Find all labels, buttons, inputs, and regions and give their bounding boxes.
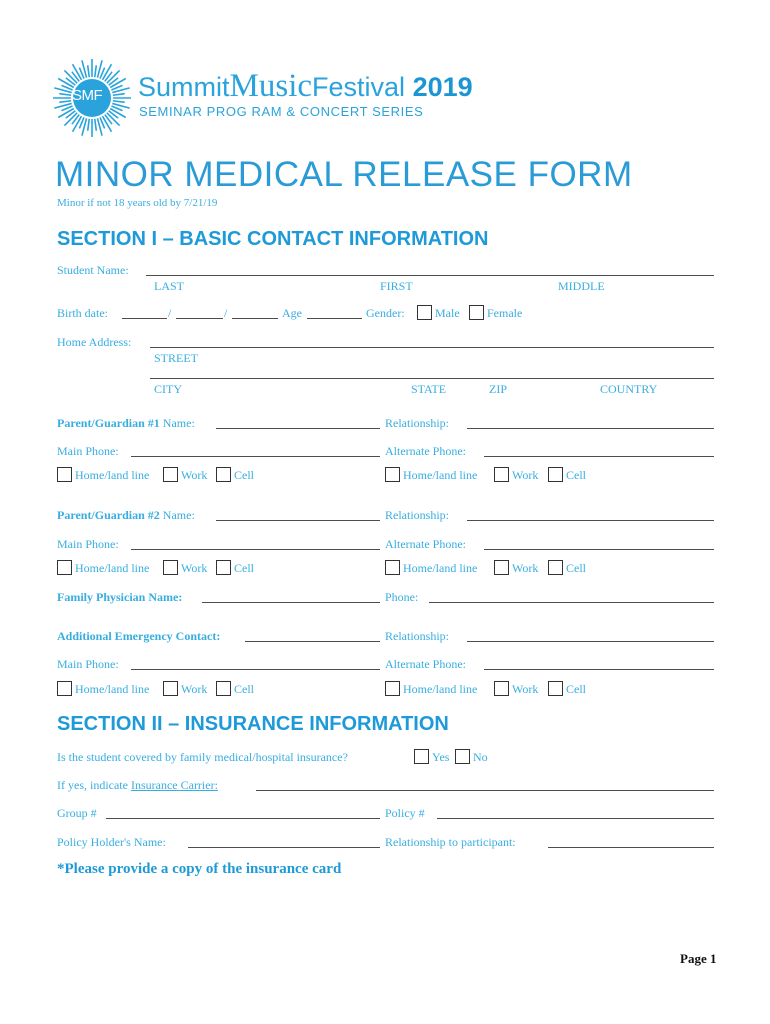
emergency-relationship-label: Relationship: xyxy=(385,629,449,643)
cell-label: Cell xyxy=(566,682,586,696)
home-landline-checkbox[interactable] xyxy=(57,681,72,696)
home-landline-label: Home/land line xyxy=(403,561,478,575)
gender-male-label: Male xyxy=(435,306,460,320)
guardian-2-name-field[interactable] xyxy=(216,520,380,521)
logo-word-festival: Festival xyxy=(312,72,406,102)
logo-tagline: SEMINAR PROG RAM & CONCERT SERIES xyxy=(139,104,424,119)
home-landline-checkbox[interactable] xyxy=(385,467,400,482)
emergency-alt-phone-label: Alternate Phone: xyxy=(385,657,466,671)
insurance-carrier-label xyxy=(57,778,218,793)
work-label: Work xyxy=(181,468,208,482)
country-caption: COUNTRY xyxy=(600,382,658,396)
section-2-heading: SECTION II – INSURANCE INFORMATION xyxy=(57,713,449,735)
insurance-no-checkbox[interactable] xyxy=(455,749,470,764)
insurance-yes-label: Yes xyxy=(432,750,450,764)
street-field[interactable] xyxy=(150,347,714,348)
physician-phone-label: Phone: xyxy=(385,590,419,604)
logo-ray xyxy=(88,65,90,77)
emergency-alt-phone-field[interactable] xyxy=(484,669,714,670)
city-caption: CITY xyxy=(154,382,182,396)
home-landline-label: Home/land line xyxy=(403,682,478,696)
guardian-1-relationship-field[interactable] xyxy=(467,428,714,429)
work-label: Work xyxy=(181,561,208,575)
relationship-to-participant-field[interactable] xyxy=(548,847,714,848)
logo-initials: SMF xyxy=(72,87,103,104)
student-name-field[interactable] xyxy=(146,275,714,276)
logo-ray xyxy=(113,101,125,103)
insurance-card-note: *Please provide a copy of the insurance card xyxy=(57,861,342,877)
policy-holder-field[interactable] xyxy=(188,847,380,848)
family-physician-label: Family Physician Name: xyxy=(57,590,183,604)
age-field[interactable] xyxy=(307,318,362,319)
family-physician-field[interactable] xyxy=(202,602,380,603)
city-state-zip-field[interactable] xyxy=(150,378,714,379)
insurance-yes-checkbox[interactable] xyxy=(414,749,429,764)
work-checkbox[interactable] xyxy=(494,560,509,575)
work-checkbox[interactable] xyxy=(494,467,509,482)
cell-checkbox[interactable] xyxy=(216,560,231,575)
cell-label: Cell xyxy=(566,468,586,482)
guardian-2-title: Parent/Guardian #2 xyxy=(57,508,160,522)
policy-holder-label: Policy Holder's Name: xyxy=(57,835,166,849)
policy-number-label: Policy # xyxy=(385,806,425,820)
cell-label: Cell xyxy=(566,561,586,575)
work-label: Work xyxy=(512,561,539,575)
gender-male-checkbox[interactable] xyxy=(417,305,432,320)
guardian-1-name-word: Name: xyxy=(162,416,195,430)
cell-label: Cell xyxy=(234,468,254,482)
group-number-field[interactable] xyxy=(106,818,380,819)
home-landline-label: Home/land line xyxy=(75,468,150,482)
guardian-2-main-phone-field[interactable] xyxy=(131,549,380,550)
guardian-2-name-label xyxy=(57,508,195,523)
cell-checkbox[interactable] xyxy=(548,681,563,696)
state-caption: STATE xyxy=(411,382,447,396)
logo-year: 2019 xyxy=(412,72,473,102)
last-name-caption: LAST xyxy=(154,279,184,293)
guardian-1-title: Parent/Guardian #1 xyxy=(57,416,160,430)
work-checkbox[interactable] xyxy=(494,681,509,696)
work-label: Work xyxy=(181,682,208,696)
guardian-1-main-phone-field[interactable] xyxy=(131,456,380,457)
zip-caption: ZIP xyxy=(489,382,507,396)
guardian-1-relationship-label: Relationship: xyxy=(385,416,449,430)
logo-word-summit: Summit xyxy=(138,72,230,102)
guardian-2-alt-phone-field[interactable] xyxy=(484,549,714,550)
guardian-2-relationship-field[interactable] xyxy=(467,520,714,521)
gender-female-checkbox[interactable] xyxy=(469,305,484,320)
emergency-relationship-field[interactable] xyxy=(467,641,714,642)
logo-ray xyxy=(59,101,71,103)
date-slash-1: / xyxy=(168,306,172,320)
gender-label: Gender: xyxy=(366,306,405,320)
if-yes-text: If yes, indicate xyxy=(57,778,128,792)
home-landline-label: Home/land line xyxy=(403,468,478,482)
work-label: Work xyxy=(512,682,539,696)
date-slash-2: / xyxy=(224,306,228,320)
page-number: Page 1 xyxy=(680,951,717,966)
cell-checkbox[interactable] xyxy=(216,467,231,482)
guardian-1-name-field[interactable] xyxy=(216,428,380,429)
student-name-label: Student Name: xyxy=(57,263,129,277)
section-1-heading: SECTION I – BASIC CONTACT INFORMATION xyxy=(57,228,489,250)
guardian-2-alt-phone-label: Alternate Phone: xyxy=(385,537,466,551)
gender-female-label: Female xyxy=(487,306,523,320)
logo-ray xyxy=(95,65,97,77)
street-caption: STREET xyxy=(154,351,198,365)
logo-ray xyxy=(59,94,71,96)
middle-name-caption: MIDDLE xyxy=(558,279,605,293)
physician-phone-field[interactable] xyxy=(429,602,714,603)
emergency-main-phone-label: Main Phone: xyxy=(57,657,119,671)
logo-ray xyxy=(95,119,97,131)
cell-checkbox[interactable] xyxy=(548,467,563,482)
policy-number-field[interactable] xyxy=(437,818,714,819)
home-landline-checkbox[interactable] xyxy=(385,560,400,575)
logo-ray xyxy=(113,94,125,96)
insurance-covered-question: Is the student covered by family medical/hospital insurance? xyxy=(57,750,348,764)
emergency-contact-label: Additional Emergency Contact: xyxy=(57,629,221,643)
age-label: Age xyxy=(282,306,302,320)
work-checkbox[interactable] xyxy=(163,467,178,482)
logo-wordmark xyxy=(138,68,473,105)
home-landline-label: Home/land line xyxy=(75,561,150,575)
work-checkbox[interactable] xyxy=(163,560,178,575)
guardian-2-relationship-label: Relationship: xyxy=(385,508,449,522)
cell-checkbox[interactable] xyxy=(216,681,231,696)
guardian-1-alt-phone-label: Alternate Phone: xyxy=(385,444,466,458)
logo-ray xyxy=(88,119,90,131)
emergency-main-phone-field[interactable] xyxy=(131,669,380,670)
guardian-1-name-label xyxy=(57,416,195,431)
work-checkbox[interactable] xyxy=(163,681,178,696)
page-subtitle: Minor if not 18 years old by 7/21/19 xyxy=(57,197,218,209)
emergency-contact-field[interactable] xyxy=(245,641,380,642)
guardian-2-name-word: Name: xyxy=(162,508,195,522)
guardian-1-alt-phone-field[interactable] xyxy=(484,456,714,457)
cell-checkbox[interactable] xyxy=(548,560,563,575)
insurance-no-label: No xyxy=(473,750,488,764)
first-name-caption: FIRST xyxy=(380,279,413,293)
insurance-carrier-text: Insurance Carrier: xyxy=(130,778,218,792)
birth-year-field[interactable] xyxy=(232,318,278,319)
relationship-to-participant-label: Relationship to participant: xyxy=(385,835,516,849)
page-title: MINOR MEDICAL RELEASE FORM xyxy=(55,155,633,194)
insurance-carrier-field[interactable] xyxy=(256,790,714,791)
home-landline-checkbox[interactable] xyxy=(57,467,72,482)
birth-date-label: Birth date: xyxy=(57,306,108,320)
guardian-1-main-phone-label: Main Phone: xyxy=(57,444,119,458)
home-landline-label: Home/land line xyxy=(75,682,150,696)
birth-day-field[interactable] xyxy=(176,318,223,319)
work-label: Work xyxy=(512,468,539,482)
cell-label: Cell xyxy=(234,561,254,575)
home-landline-checkbox[interactable] xyxy=(57,560,72,575)
group-number-label: Group # xyxy=(57,806,97,820)
birth-month-field[interactable] xyxy=(122,318,167,319)
cell-label: Cell xyxy=(234,682,254,696)
home-address-label: Home Address: xyxy=(57,335,132,349)
logo-word-music: Music xyxy=(229,68,313,104)
guardian-2-main-phone-label: Main Phone: xyxy=(57,537,119,551)
home-landline-checkbox[interactable] xyxy=(385,681,400,696)
